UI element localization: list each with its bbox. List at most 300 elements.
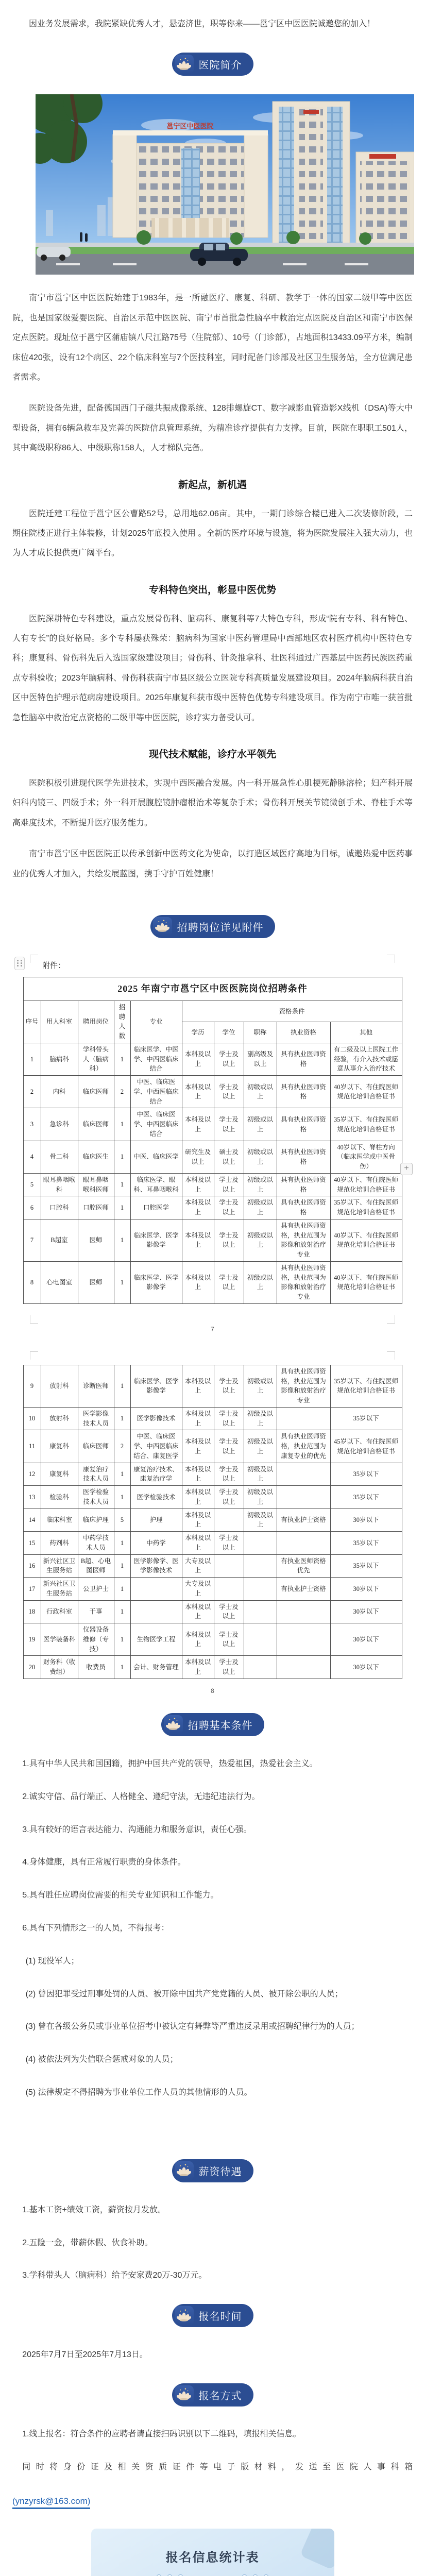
cell-count: 1 <box>114 1407 130 1430</box>
cell-degree: 学士及以上 <box>214 1076 244 1108</box>
cell-major: 护理 <box>130 1509 182 1532</box>
cell-degree: 学士及以上 <box>214 1486 244 1509</box>
email-link[interactable]: (ynzyrsk@163.com) <box>12 2496 90 2509</box>
cell-title: 初级或以上 <box>244 1173 277 1196</box>
cell-count: 1 <box>114 1043 130 1075</box>
drag-handle-icon[interactable] <box>14 957 25 970</box>
cell-major: 临床医学、中医学、中西医临床结合 <box>130 1043 182 1075</box>
cell-edu: 本科及以上 <box>182 1043 214 1075</box>
table-row <box>23 1076 402 1108</box>
cell-edu: 本科及以上 <box>182 1076 214 1108</box>
cell-other: 35岁以下、有住院医师规范化培训合格证书 <box>330 1365 402 1407</box>
cell-no: 7 <box>23 1219 41 1261</box>
condition-sub-item: (1) 现役军人； <box>25 1956 79 1965</box>
cell-count: 1 <box>114 1173 130 1196</box>
cell-post: 中药学技术人员 <box>78 1532 114 1555</box>
lotus-icon <box>175 2306 194 2325</box>
cell-other: 35岁以下 <box>330 1463 402 1486</box>
cell-no: 2 <box>23 1076 41 1108</box>
badge-label: 招聘岗位详见附件 <box>177 922 264 934</box>
binding-ring <box>178 2574 183 2576</box>
condition-item: 6.具有下列情形之一的人员，不得报考： <box>22 1923 169 1933</box>
cell-title: 初级或以上 <box>244 1141 277 1173</box>
page-corner-mark <box>30 1315 38 1324</box>
conditions-list <box>12 1755 413 1938</box>
table-title: 2025 年南宁市邕宁区中医医院岗位招聘条件 <box>23 977 402 1001</box>
cell-major: 中医、临床医学、中西医临床结合、康复医学 <box>130 1430 182 1463</box>
cell-post: 医学检验技术人员 <box>78 1486 114 1509</box>
cell-post: 诊断医师 <box>78 1365 114 1407</box>
col-header-dept: 用人科室 <box>41 1001 78 1043</box>
page-corner-mark <box>30 1351 38 1360</box>
table-row <box>23 1600 402 1623</box>
badge-label: 医院简介 <box>198 60 242 72</box>
cell-cert <box>277 1600 330 1623</box>
cell-degree <box>214 1509 244 1532</box>
cell-other: 30岁以下 <box>330 1623 402 1656</box>
cell-other: 35岁以下、有住院医师规范化培训合格证书 <box>330 1108 402 1141</box>
cell-major: 临床医学、医学影像学 <box>130 1365 182 1407</box>
table-row <box>23 1108 402 1141</box>
cell-dept: 新兴社区卫生服务站 <box>41 1554 78 1578</box>
cell-title: 初级或以上 <box>244 1219 277 1261</box>
qr-card-title: 报名信息统计表 <box>165 2550 260 2565</box>
cell-other: 40岁以下、有住院医师规范化培训合格证书 <box>330 1173 402 1196</box>
cell-title: 初级及以上 <box>244 1463 277 1486</box>
lotus-icon <box>175 2161 194 2180</box>
plus-button[interactable]: + <box>400 1163 413 1175</box>
about-paragraph-5: 医院积极引进现代医学先进技术，实现中西医融合发展。内一科开展急性心肌梗死静脉溶栓；妇产科开展妇科内镜三、四级手术；外一科开展腹腔镜肿瘤根治术等复杂手术；骨伤科开展关节镜微创手术、脊柱手术等高难度技术，不断提升医疗服务能力。 <box>12 779 413 827</box>
cell-degree: 学士及以上 <box>214 1261 244 1303</box>
cell-other: 40岁以下、脊柱方向（临床医学或中医骨伤） <box>330 1141 402 1173</box>
cell-dept: 放射科 <box>41 1407 78 1430</box>
cell-other: 40岁以下、有住院医师规范化培训合格证书 <box>330 1261 402 1303</box>
cell-no: 5 <box>23 1173 41 1196</box>
method-item-1: 1.线上报名：符合条件的应聘者请直接扫码识别以下二维码，填报相关信息。 <box>22 2429 301 2438</box>
about-paragraph-2: 医院设备先进，配备德国西门子磁共振成像系统、128排螺旋CT、数字减影血管造影X线机（DSA)等大中型设备，拥有6辆急救车及完善的医院信息管理系统，为精准诊疗提供有力支撑。目前，医院在职职工501人，其中高级职称86人、中级职称158人，人才梯队完备。 <box>12 404 413 453</box>
recruitment-table-page2 <box>23 1365 402 1679</box>
cell-cert: 具有执业医师资格 <box>277 1173 330 1196</box>
cell-degree: 学士及以上 <box>214 1430 244 1463</box>
cell-post: 收费员 <box>78 1656 114 1679</box>
cell-no: 19 <box>23 1623 41 1656</box>
cell-count: 2 <box>114 1430 130 1463</box>
cell-major: 中医、临床医学、中西医临床结合 <box>130 1076 182 1108</box>
cell-post: 康复治疗技术人员 <box>78 1463 114 1486</box>
cell-post: 学科带头人（脑病科） <box>78 1043 114 1075</box>
cell-edu: 本科及以上 <box>182 1407 214 1430</box>
cell-edu: 本科及以上 <box>182 1486 214 1509</box>
cell-dept: B超室 <box>41 1219 78 1261</box>
cell-major: 康复治疗技术、康复治疗学 <box>130 1463 182 1486</box>
table-row <box>23 1656 402 1679</box>
cell-other: 35岁以下、有住院医师规范化培训合格证书 <box>330 1196 402 1219</box>
cell-no: 11 <box>23 1430 41 1463</box>
cell-other: 30岁以下 <box>330 1509 402 1532</box>
col-header-title: 职称 <box>244 1022 277 1043</box>
table-row <box>23 1554 402 1578</box>
table-row <box>23 1407 402 1430</box>
cell-no: 10 <box>23 1407 41 1430</box>
cell-cert: 具有执业医师资格，执业范围为康复专业的优先 <box>277 1430 330 1463</box>
badge-label: 报名时间 <box>198 2311 242 2323</box>
cell-no: 15 <box>23 1532 41 1555</box>
table-row <box>23 1173 402 1196</box>
cell-dept: 内科 <box>41 1076 78 1108</box>
cell-other: 40岁以下、有住院医师规范化培训合格证书 <box>330 1076 402 1108</box>
cell-degree: 学士及以上 <box>214 1043 244 1075</box>
cell-major: 临床医学、医学影像学 <box>130 1261 182 1303</box>
method-item-2: 同时将身份证及相关资质证件等电子版材料，发送至医院人事科箱 <box>22 2462 413 2471</box>
badge-label: 报名方式 <box>198 2390 242 2402</box>
cell-edu: 研究生及以上 <box>182 1141 214 1173</box>
col-header-qualifications: 资格条件 <box>182 1001 402 1022</box>
attachment-label: 附件： <box>42 961 66 970</box>
about-paragraph-1: 南宁市邕宁区中医医院始建于1983年，是一所融医疗、康复、科研、教学于一体的国家二级甲等中医医院，也是国家级爱婴医院、自治区示范中医医院、南宁市首批急性脑卒中救治定点医院及自治区和南宁市医保定点医院。现址位于邕宁区蒲庙镇八尺江路75号（住院部）、10号（门诊部），占地面积13433.09平方米，编制床位420张，设有12个病区、22个临床科室与7个医技科室，同时配备门诊部及社区卫生服务站，全方位满足患者需求。 <box>12 294 413 382</box>
cell-major: 中药学 <box>130 1532 182 1555</box>
cell-edu: 本科及以上 <box>182 1261 214 1303</box>
cell-no: 18 <box>23 1600 41 1623</box>
cell-major: 生物医学工程 <box>130 1623 182 1656</box>
cell-post: 医师 <box>78 1219 114 1261</box>
badge-label: 招聘基本条件 <box>188 1720 253 1732</box>
cell-count: 1 <box>114 1486 130 1509</box>
cell-title <box>244 1656 277 1679</box>
cell-major: 会计、财务管理 <box>130 1656 182 1679</box>
badge-positions <box>150 915 275 938</box>
col-header-major: 专业 <box>130 1001 182 1043</box>
cell-edu: 本科及以上 <box>182 1463 214 1486</box>
recruitment-table-page1 <box>23 977 402 1304</box>
cell-degree: 学士及以上 <box>214 1532 244 1555</box>
cell-count: 1 <box>114 1196 130 1219</box>
cell-dept: 康复科 <box>41 1463 78 1486</box>
table-row <box>23 1219 402 1261</box>
cell-cert: 有执业医师资格优先 <box>277 1554 330 1578</box>
cell-other: 有二级及以上医院工作经验，有介入技术或愿意从事介入治疗技术 <box>330 1043 402 1075</box>
table-row <box>23 1486 402 1509</box>
condition-sub-item: (3) 曾在各级公务员或事业单位招考中被认定有舞弊等严重违反录用或招聘纪律行为的人员； <box>25 2022 360 2031</box>
page-number-8: 8 <box>211 1687 214 1694</box>
cell-major: 临床医学、眼科、耳鼻咽喉科 <box>130 1173 182 1196</box>
col-header-degree: 学位 <box>214 1022 244 1043</box>
page-corner-mark <box>387 955 395 963</box>
cell-cert <box>277 1532 330 1555</box>
badge-method <box>172 2383 253 2406</box>
badge-conditions <box>161 1713 264 1736</box>
cell-degree: 学士及以上 <box>214 1196 244 1219</box>
condition-item: 1.具有中华人民共和国国籍，拥护中国共产党的领导，热爱祖国，热爱社会主义。 <box>22 1759 318 1768</box>
binding-ring <box>167 2574 172 2576</box>
cell-dept: 心电图室 <box>41 1261 78 1303</box>
cell-other: 40岁以下、有住院医师规范化培训合格证书 <box>330 1219 402 1261</box>
cell-title <box>244 1578 277 1601</box>
salary-item: 1.基本工资+绩效工资，薪资按月发放。 <box>22 2205 166 2214</box>
cell-other: 30岁以下 <box>330 1656 402 1679</box>
cell-title <box>244 1600 277 1623</box>
cell-post: 临床医生 <box>78 1141 114 1173</box>
cell-major: 中医、临床医学 <box>130 1141 182 1173</box>
table-row <box>23 1463 402 1486</box>
badge-label: 薪资待遇 <box>198 2166 242 2178</box>
cell-count: 2 <box>114 1076 130 1108</box>
cell-title: 初级或以上 <box>244 1261 277 1303</box>
lotus-icon <box>175 55 194 74</box>
binding-ring <box>242 2574 247 2576</box>
table-row <box>23 1509 402 1532</box>
cell-edu: 大专及以上 <box>182 1578 214 1601</box>
cell-title: 初级或以上 <box>244 1076 277 1108</box>
table-row <box>23 1532 402 1555</box>
cell-count: 1 <box>114 1532 130 1555</box>
registration-time: 2025年7月7日至2025年7月13日。 <box>22 2350 148 2360</box>
cell-dept: 药剂科 <box>41 1532 78 1555</box>
cell-dept: 口腔科 <box>41 1196 78 1219</box>
cell-edu: 本科及以上 <box>182 1509 214 1532</box>
cell-degree: 学士及以上 <box>214 1656 244 1679</box>
attachment-document <box>12 957 413 1694</box>
condition-sub-item: (4) 被依法列为失信联合惩戒对象的人员； <box>25 2055 178 2064</box>
cell-degree: 学士及以上 <box>214 1600 244 1623</box>
table-row <box>23 1141 402 1173</box>
cell-post: 口腔医师 <box>78 1196 114 1219</box>
cell-count: 1 <box>114 1261 130 1303</box>
cell-post: 临床医师 <box>78 1430 114 1463</box>
cell-post: 干事 <box>78 1600 114 1623</box>
binding-ring <box>253 2574 258 2576</box>
col-header-count: 招聘人数 <box>114 1001 130 1043</box>
cell-degree: 学士及以上 <box>214 1407 244 1430</box>
table-row <box>23 1365 402 1407</box>
intro-paragraph: 因业务发展需求，我院紧缺优秀人才，悬壶济世，职等你来——邕宁区中医医院诚邀您的加入！ <box>29 20 376 28</box>
cell-count: 1 <box>114 1554 130 1578</box>
cell-cert: 具有执业医师资格，执业范围为影像和放射治疗专业 <box>277 1219 330 1261</box>
table-row <box>23 1261 402 1303</box>
cell-edu: 本科及以上 <box>182 1108 214 1141</box>
cell-other: 35岁以下 <box>330 1532 402 1555</box>
cell-post: 医学影像技术人员 <box>78 1407 114 1430</box>
cell-count: 1 <box>114 1141 130 1173</box>
conditions-sublist <box>12 1952 413 2103</box>
cell-edu: 本科及以上 <box>182 1532 214 1555</box>
cell-degree: 学士及以上 <box>214 1173 244 1196</box>
cell-dept: 康复科 <box>41 1430 78 1463</box>
cell-cert: 具有执业医师资格，执业范围为影像和放射治疗专业 <box>277 1365 330 1407</box>
cell-title: 初级及以上 <box>244 1407 277 1430</box>
cell-edu: 本科及以上 <box>182 1173 214 1196</box>
email-paragraph <box>12 2491 413 2511</box>
cell-post: B超、心电图医师 <box>78 1554 114 1578</box>
condition-sub-item: (2) 曾因犯罪受过刑事处罚的人员、被开除中国共产党党籍的人员、被开除公职的人员； <box>25 1989 343 1998</box>
cell-other: 30岁以下 <box>330 1600 402 1623</box>
cell-major: 中医、临床医学、中西医临床结合 <box>130 1108 182 1141</box>
cell-count: 1 <box>114 1365 130 1407</box>
salary-item: 2.五险一金，带薪休假、伙食补助。 <box>22 2238 153 2247</box>
section-heading-new-start: 新起点，新机遇 <box>178 479 247 490</box>
cell-dept: 眼耳鼻咽喉科 <box>41 1173 78 1196</box>
lotus-icon <box>153 917 172 936</box>
cell-other: 35岁以下 <box>330 1486 402 1509</box>
cell-cert: 有执业护士资格 <box>277 1509 330 1532</box>
cell-no: 17 <box>23 1578 41 1601</box>
cell-cert <box>277 1623 330 1656</box>
cell-no: 4 <box>23 1141 41 1173</box>
cell-cert: 有执业护士资格 <box>277 1578 330 1601</box>
cell-edu: 本科及以上 <box>182 1430 214 1463</box>
cell-edu: 本科及以上 <box>182 1219 214 1261</box>
cell-degree: 学士及以上 <box>214 1463 244 1486</box>
cell-major: 医学检验技术 <box>130 1486 182 1509</box>
cell-title: 初级及以上 <box>244 1486 277 1509</box>
col-header-cert: 执业资格 <box>277 1022 330 1043</box>
cell-edu: 大专及以上 <box>182 1554 214 1578</box>
cell-title <box>244 1623 277 1656</box>
cell-no: 8 <box>23 1261 41 1303</box>
condition-item: 5.具有胜任应聘岗位需要的相关专业知识和工作能力。 <box>22 1891 219 1900</box>
cell-post: 医师 <box>78 1261 114 1303</box>
cell-post: 临床医师 <box>78 1076 114 1108</box>
cell-no: 3 <box>23 1108 41 1141</box>
cell-count: 1 <box>114 1656 130 1679</box>
cell-degree: 学士及以上 <box>214 1108 244 1141</box>
cell-count: 5 <box>114 1509 130 1532</box>
section-heading-specialty: 专科特色突出，彰显中医优势 <box>148 584 276 596</box>
article <box>0 14 425 2576</box>
cell-no: 1 <box>23 1043 41 1075</box>
cell-post: 临床护理 <box>78 1509 114 1532</box>
page-corner-mark <box>387 1315 395 1324</box>
badge-salary <box>172 2159 253 2182</box>
binding-ring <box>157 2574 161 2576</box>
col-header-post: 聘用岗位 <box>78 1001 114 1043</box>
cell-dept: 检验科 <box>41 1486 78 1509</box>
hospital-photo <box>36 94 389 277</box>
cell-other: 35岁以下 <box>330 1554 402 1578</box>
cell-degree <box>214 1578 244 1601</box>
cell-edu: 本科及以上 <box>182 1365 214 1407</box>
cell-dept: 财务科（收费组） <box>41 1656 78 1679</box>
page-corner-mark <box>387 1351 395 1360</box>
cell-cert: 具有执业医师资格 <box>277 1196 330 1219</box>
cell-count: 1 <box>114 1578 130 1601</box>
cell-no: 9 <box>23 1365 41 1407</box>
cell-major <box>130 1578 182 1601</box>
table-row <box>23 1430 402 1463</box>
lotus-icon <box>164 1715 183 1734</box>
cell-major: 临床医学、医学影像学 <box>130 1219 182 1261</box>
condition-sub-item: (5) 法律规定不得招聘为事业单位工作人员的其他情形的人员。 <box>25 2088 252 2097</box>
cell-edu: 本科及以上 <box>182 1623 214 1656</box>
about-paragraph-3: 医院迁建工程位于邕宁区公曹路52号，总用地62.06亩。其中，一期门诊综合楼已进入二次装修阶段，二期住院楼正进行主体装修，计划2025年底投入使用 。全新的医疗环境与设施，将为医院发展注入强大动力，也为人才成长提供更广阔平台。 <box>12 509 413 558</box>
cell-major: 医学影像学、医学影像技术 <box>130 1554 182 1578</box>
cell-post: 仪器设备维修（专技） <box>78 1623 114 1656</box>
page-break <box>12 1304 413 1365</box>
cell-count: 1 <box>114 1219 130 1261</box>
salary-list <box>12 2201 413 2285</box>
cell-other: 35岁以下 <box>330 1407 402 1430</box>
cell-cert: 具有执业医师资格 <box>277 1043 330 1075</box>
table-row <box>23 1578 402 1601</box>
cell-no: 16 <box>23 1554 41 1578</box>
about-paragraph-4: 医院深耕特色专科建设，重点发展骨伤科、脑病科、康复科等7大特色专科，形成“院有专科、科有特色、人有专长”的良好格局。多个专科屡获殊荣：脑病科为国家中医药管理局中西部地区农村医疗机构中医特色专科；康复科、骨伤科先后入选国家级建设项目；骨伤科、针灸推拿科、壮医科通过广西基层中医药民族医药重点专科验收；2023年脑病科、骨伤科获南宁市县区级公立医院专科高质量发展建设项目。2024年脑病科获自治区中医特色护理示范病房建设项目。2025年康复科获市级中医特色优势专科建设项目。作为南宁市唯一获首批急性脑卒中救治定点资格的二级甲等中医医院，诊疗实力备受认可。 <box>12 614 413 722</box>
cell-post: 公卫护士 <box>78 1578 114 1601</box>
table-row <box>23 1623 402 1656</box>
cell-cert: 具有执业医师资格 <box>277 1141 330 1173</box>
cell-dept: 医学装备科 <box>41 1623 78 1656</box>
condition-item: 3.具有较好的语言表达能力、沟通能力和服务意识，责任心强。 <box>22 1825 252 1834</box>
condition-item: 4.身体健康，具有正常履行职责的身体条件。 <box>22 1858 186 1867</box>
cell-cert <box>277 1486 330 1509</box>
col-header-no: 序号 <box>23 1001 41 1043</box>
cell-no: 14 <box>23 1509 41 1532</box>
badge-hospital-intro <box>172 53 253 76</box>
cell-no: 12 <box>23 1463 41 1486</box>
cell-cert: 具有执业医师资格 <box>277 1076 330 1108</box>
cell-dept: 骨二科 <box>41 1141 78 1173</box>
cell-cert <box>277 1463 330 1486</box>
qr-card <box>91 2529 334 2576</box>
cell-dept: 放射科 <box>41 1365 78 1407</box>
lotus-icon <box>175 2385 194 2404</box>
cell-dept: 脑病科 <box>41 1043 78 1075</box>
cell-dept: 新兴社区卫生服务站 <box>41 1578 78 1601</box>
cell-title: 初级及以上 <box>244 1509 277 1532</box>
cell-dept: 临床科室 <box>41 1509 78 1532</box>
cell-count: 1 <box>114 1463 130 1486</box>
page-number-7: 7 <box>211 1325 214 1333</box>
page-corner-mark <box>30 955 38 963</box>
cell-major: 口腔医学 <box>130 1196 182 1219</box>
cell-major: 医学影像技术 <box>130 1407 182 1430</box>
cell-title: 初级或以上 <box>244 1365 277 1407</box>
cell-cert: 具有执业医师资格 <box>277 1108 330 1141</box>
cell-dept: 急诊科 <box>41 1108 78 1141</box>
cell-title: 初级或以上 <box>244 1196 277 1219</box>
col-header-other: 其他 <box>330 1022 402 1043</box>
cell-other: 45岁以下、有住院医师规范化培训合格证书 <box>330 1430 402 1463</box>
cell-no: 20 <box>23 1656 41 1679</box>
cell-no: 13 <box>23 1486 41 1509</box>
cell-cert <box>277 1407 330 1430</box>
cell-degree: 硕士及以上 <box>214 1141 244 1173</box>
cell-title <box>244 1532 277 1555</box>
cell-count: 1 <box>114 1623 130 1656</box>
about-paragraph-6: 南宁市邕宁区中医医院正以传承创新中医药文化为使命，以打造区域医疗高地为目标，诚邀热爱中医药事业的优秀人才加入，共绘发展蓝图，携手守护百姓健康！ <box>12 850 413 878</box>
cell-no: 6 <box>23 1196 41 1219</box>
cell-dept: 行政科室 <box>41 1600 78 1623</box>
cell-edu: 本科及以上 <box>182 1600 214 1623</box>
cell-other: 30岁以下 <box>330 1578 402 1601</box>
binding-ring <box>264 2574 268 2576</box>
cell-edu: 本科及以上 <box>182 1656 214 1679</box>
cell-post: 临床医师 <box>78 1108 114 1141</box>
cell-degree: 学士及以上 <box>214 1365 244 1407</box>
cell-degree: 学士及以上 <box>214 1623 244 1656</box>
badge-time <box>172 2304 253 2327</box>
cell-degree <box>214 1554 244 1578</box>
cell-title: 副高级及以上 <box>244 1043 277 1075</box>
condition-item: 2.诚实守信、品行端正、人格健全、遵纪守法，无违纪违法行为。 <box>22 1792 260 1801</box>
salary-item: 3.学科带头人（脑病科）给予安家费20万-30万元。 <box>22 2271 207 2280</box>
table-row <box>23 1196 402 1219</box>
cell-title: 初级或以上 <box>244 1108 277 1141</box>
table-row <box>23 1043 402 1075</box>
col-header-edu: 学历 <box>182 1022 214 1043</box>
cell-count: 1 <box>114 1600 130 1623</box>
section-heading-technology: 现代技术赋能，诊疗水平领先 <box>148 749 276 760</box>
cell-major <box>130 1600 182 1623</box>
cell-post: 眼耳鼻咽喉科医师 <box>78 1173 114 1196</box>
